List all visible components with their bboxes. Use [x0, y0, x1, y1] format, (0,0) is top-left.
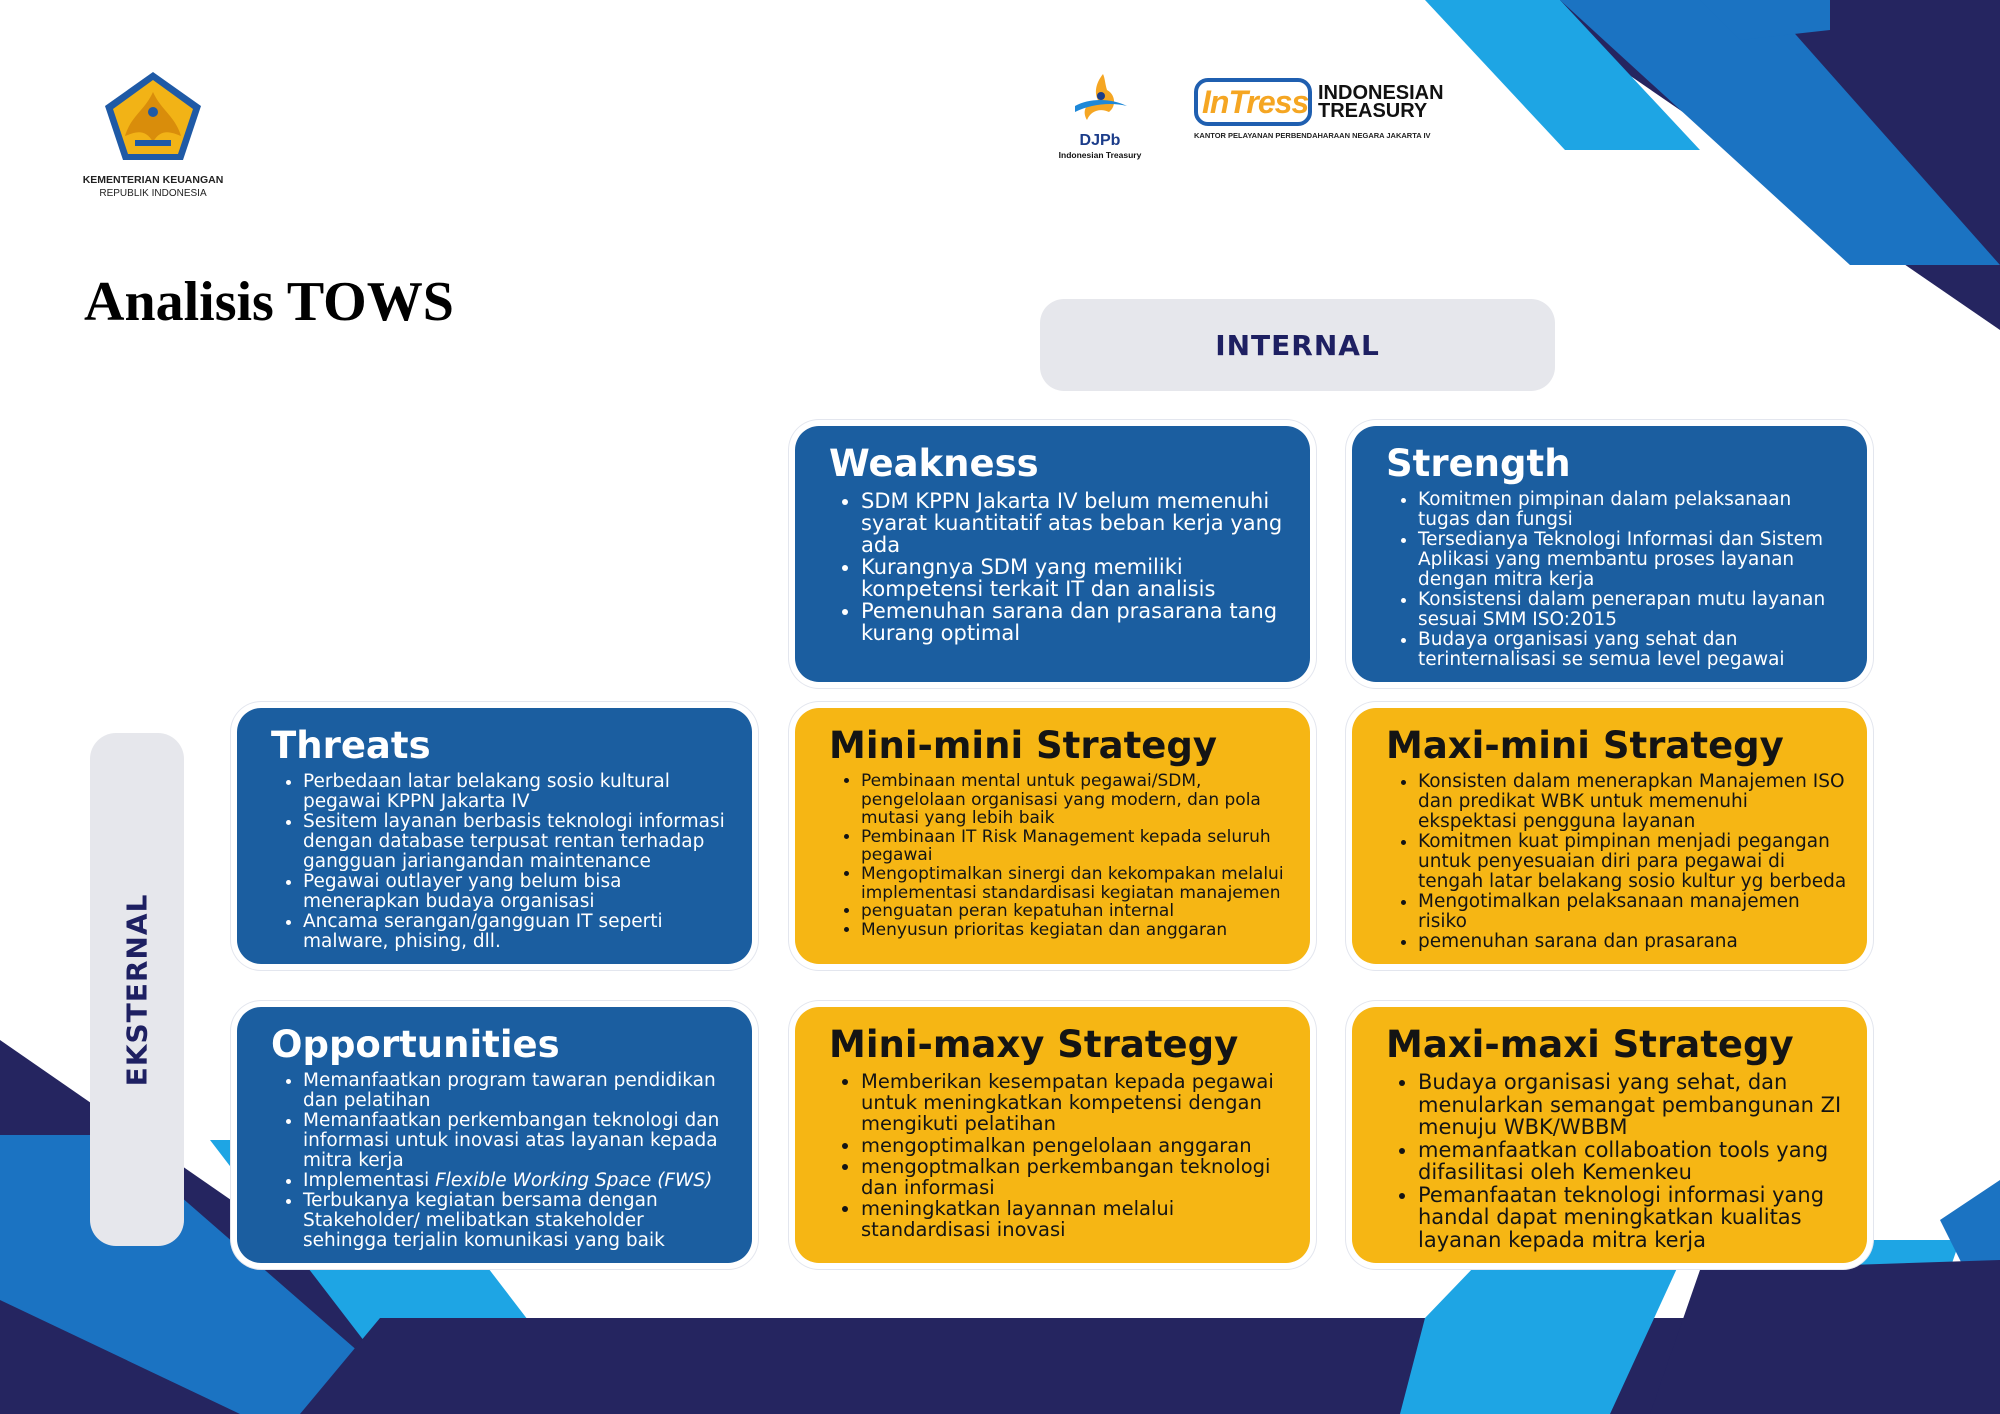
list-item: • Konsisten dalam menerapkan Manajemen ISO dan predikat WBK untuk memenuhi ekspektasi pengguna layanan	[1418, 772, 1847, 832]
maxi-maxi-strategy-card	[1352, 1007, 1867, 1263]
list-item: • Sesitem layanan berbasis teknologi informasi dengan database terpusat rentan terhadap gangguan jariangandan maintenance	[303, 812, 732, 872]
opportunities-list	[271, 1071, 732, 1251]
maxi-maxi-title: Maxi-maxi Strategy	[1386, 1023, 1794, 1066]
weakness-title: Weakness	[829, 442, 1039, 485]
list-item: • Kurangnya SDM yang memiliki kompetensi terkait IT dan analisis	[861, 556, 1290, 600]
djpb-logo	[1055, 70, 1145, 160]
kemenkeu-logo	[78, 70, 228, 199]
kemenkeu-name: KEMENTERIAN KEUANGAN	[82, 174, 224, 186]
list-item: • Mengoptimalkan sinergi dan kekompakan melalui implementasi standardisasi kegiatan manajemen	[861, 865, 1290, 902]
mini-mini-title: Mini-mini Strategy	[829, 724, 1217, 767]
list-item: • meningkatkan layannan melalui standardisasi inovasi	[861, 1198, 1290, 1240]
list-item: • mengoptmalkan perkembangan teknologi dan informasi	[861, 1156, 1290, 1198]
mini-maxy-list	[829, 1071, 1290, 1241]
internal-label: INTERNAL	[1040, 299, 1555, 391]
list-item: • pemenuhan sarana dan prasarana	[1418, 932, 1847, 952]
list-item: • Budaya organisasi yang sehat dan terinternalisasi se semua level pegawai	[1418, 630, 1847, 670]
list-item: • penguatan peran kepatuhan internal	[861, 902, 1290, 921]
list-item: • Pembinaan mental untuk pegawai/SDM, pengelolaan organisasi yang modern, dan pola mutasi yang lebih baik	[861, 772, 1290, 828]
list-item: • Tersedianya Teknologi Informasi dan Sistem Aplikasi yang membantu proses layanan dengan mitra kerja	[1418, 530, 1847, 590]
list-item: • Pembinaan IT Risk Management kepada seluruh pegawai	[861, 828, 1290, 865]
threats-card	[237, 708, 752, 964]
list-item: • SDM KPPN Jakarta IV belum memenuhi syarat kuantitatif atas beban kerja yang ada	[861, 490, 1290, 556]
djpb-emblem-icon	[1065, 70, 1135, 130]
list-item: • Menyusun prioritas kegiatan dan anggaran	[861, 921, 1290, 940]
list-item: • Pemanfaatan teknologi informasi yang handal dapat meningkatkan kualitas layanan kepada mitra kerja	[1418, 1184, 1847, 1252]
list-item: • Terbukanya kegiatan bersama dengan Stakeholder/ melibatkan stakeholder sehingga terjalin komunikasi yang baik	[303, 1191, 732, 1251]
list-item-fws: • Implementasi Flexible Working Space (FWS)	[303, 1171, 732, 1191]
list-item: • Ancama serangan/gangguan IT seperti malware, phising, dll.	[303, 912, 732, 952]
intress-subtitle: KANTOR PELAYANAN PERBENDAHARAAN NEGARA JAKARTA IV	[1194, 131, 1431, 140]
list-item: • Pegawai outlayer yang belum bisa menerapkan budaya organisasi	[303, 872, 732, 912]
mini-maxy-title: Mini-maxy Strategy	[829, 1023, 1239, 1066]
list-item: • Mengotimalkan pelaksanaan manajemen risiko	[1418, 892, 1847, 932]
djpb-tagline: Indonesian Treasury	[1058, 150, 1142, 160]
strength-card	[1352, 426, 1867, 682]
list-item: • memanfaatkan collaboation tools yang difasilitasi oleh Kemenkeu	[1418, 1139, 1847, 1184]
list-item: • Komitmen pimpinan dalam pelaksanaan tugas dan fungsi	[1418, 490, 1847, 530]
maxi-mini-title: Maxi-mini Strategy	[1386, 724, 1784, 767]
opportunities-card	[237, 1007, 752, 1263]
list-item: • Memanfaatkan program tawaran pendidikan dan pelatihan	[303, 1071, 732, 1111]
mini-mini-strategy-card	[795, 708, 1310, 964]
threats-list	[271, 772, 732, 952]
weakness-card	[795, 426, 1310, 682]
list-item: • mengoptimalkan pengelolaan anggaran	[861, 1135, 1290, 1156]
mini-mini-list	[829, 772, 1290, 939]
intress-mark: InTress	[1194, 78, 1312, 126]
eksternal-label: EKSTERNAL	[120, 893, 154, 1087]
list-item: • Komitmen kuat pimpinan menjadi pegangan untuk penyesuaian diri para pegawai di tengah latar belakang sosio kultur yg berbeda	[1418, 832, 1847, 892]
intress-brand: INDONESIAN TREASURY	[1318, 82, 1444, 122]
weakness-list	[829, 490, 1290, 644]
list-item: • Memberikan kesempatan kepada pegawai untuk meningkatkan kompetensi dengan mengikuti pelatihan	[861, 1071, 1290, 1135]
maxi-maxi-list	[1386, 1071, 1847, 1251]
mini-maxy-strategy-card	[795, 1007, 1310, 1263]
list-item: • Memanfaatkan perkembangan teknologi dan informasi untuk inovasi atas layanan kepada mitra kerja	[303, 1111, 732, 1171]
maxi-mini-list	[1386, 772, 1847, 952]
kemenkeu-subtitle: REPUBLIK INDONESIA	[99, 188, 207, 199]
list-item: • Pemenuhan sarana dan prasarana tang kurang optimal	[861, 600, 1290, 644]
opportunities-title: Opportunities	[271, 1023, 560, 1066]
kemenkeu-emblem-icon	[101, 70, 205, 162]
strength-list	[1386, 490, 1847, 670]
list-item: • Konsistensi dalam penerapan mutu layanan sesuai SMM ISO:2015	[1418, 590, 1847, 630]
list-item: • Budaya organisasi yang sehat, dan menularkan semangat pembangunan ZI menuju WBK/WBBM	[1418, 1071, 1847, 1139]
list-item: • Perbedaan latar belakang sosio kultural pegawai KPPN Jakarta IV	[303, 772, 732, 812]
page-title: Analisis TOWS	[84, 271, 454, 333]
djpb-name: DJPb	[1079, 132, 1121, 149]
threats-title: Threats	[271, 724, 431, 767]
strength-title: Strength	[1386, 442, 1571, 485]
maxi-mini-strategy-card	[1352, 708, 1867, 964]
